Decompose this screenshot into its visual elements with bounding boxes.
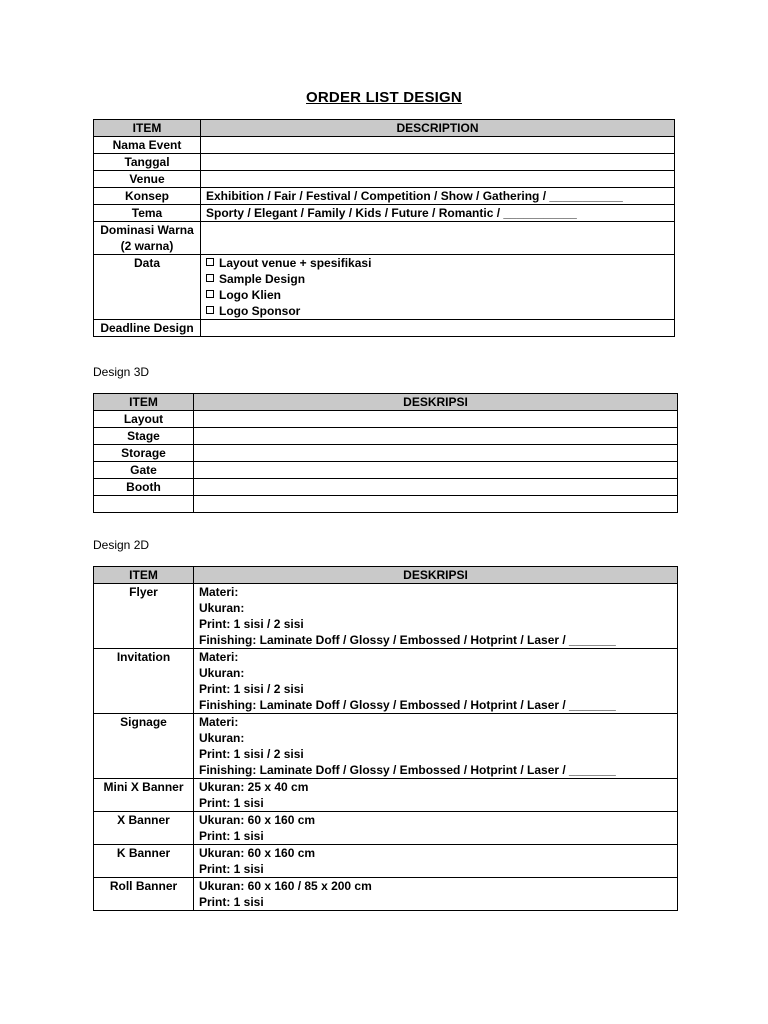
row-item-flyer: Flyer — [94, 584, 194, 649]
row-item-roll-banner: Roll Banner — [94, 878, 194, 911]
design-2d-table — [93, 566, 678, 911]
checklist-item[interactable] — [206, 255, 669, 271]
row-desc-booth[interactable] — [194, 479, 678, 496]
desc-line: Print: 1 sisi / 2 sisi — [199, 747, 304, 761]
row-item-tema: Tema — [94, 205, 201, 222]
row-desc-k-banner[interactable] — [194, 845, 678, 878]
table-row — [94, 137, 675, 154]
desc-line: Print: 1 sisi — [199, 862, 264, 876]
row-desc-flyer[interactable] — [194, 584, 678, 649]
table-row — [94, 649, 678, 714]
desc-line: Print: 1 sisi / 2 sisi — [199, 617, 304, 631]
row-desc-nama-event[interactable] — [201, 137, 675, 154]
row-item-k-banner: K Banner — [94, 845, 194, 878]
section-label-design-2d: Design 2D — [93, 538, 150, 552]
order-list-table — [93, 119, 675, 337]
table-header-item: ITEM — [94, 120, 201, 137]
row-item-x-banner: X Banner — [94, 812, 194, 845]
row-item-dominasi-warna-line2: (2 warna) — [120, 239, 174, 253]
table-row — [94, 584, 678, 649]
checklist-item[interactable] — [206, 287, 669, 303]
table-row — [94, 255, 675, 320]
design-3d-table — [93, 393, 678, 513]
row-item-booth: Booth — [94, 479, 194, 496]
row-item-konsep: Konsep — [94, 188, 201, 205]
desc-line: Ukuran: 60 x 160 cm — [199, 846, 316, 860]
table-header-deskripsi: DESKRIPSI — [194, 567, 678, 584]
desc-line: Materi: — [199, 650, 239, 664]
row-desc-empty[interactable] — [194, 496, 678, 513]
row-desc-gate[interactable] — [194, 462, 678, 479]
row-item-signage: Signage — [94, 714, 194, 779]
row-item-invitation: Invitation — [94, 649, 194, 714]
row-desc-signage[interactable] — [194, 714, 678, 779]
checklist-label: Sample Design — [219, 272, 306, 286]
table-row — [94, 714, 678, 779]
row-item-data: Data — [94, 255, 201, 320]
table-row — [94, 496, 678, 513]
desc-line: Finishing: Laminate Doff / Glossy / Embossed / Hotprint / Laser / _______ — [199, 633, 616, 647]
table-row — [94, 411, 678, 428]
desc-line: Finishing: Laminate Doff / Glossy / Embossed / Hotprint / Laser / _______ — [199, 763, 616, 777]
row-desc-venue[interactable] — [201, 171, 675, 188]
table-row — [94, 154, 675, 171]
row-desc-dominasi-warna[interactable] — [201, 222, 675, 255]
desc-line: Print: 1 sisi / 2 sisi — [199, 682, 304, 696]
checkbox-icon[interactable] — [206, 290, 214, 298]
checklist-label: Logo Klien — [219, 288, 281, 302]
row-item-tanggal: Tanggal — [94, 154, 201, 171]
table-row — [94, 812, 678, 845]
desc-line: Print: 1 sisi — [199, 895, 264, 909]
row-item-deadline-design: Deadline Design — [94, 320, 201, 337]
checkbox-icon[interactable] — [206, 274, 214, 282]
row-item-dominasi-warna-line1: Dominasi Warna — [100, 223, 194, 237]
row-desc-data — [201, 255, 675, 320]
row-desc-stage[interactable] — [194, 428, 678, 445]
table-row — [94, 445, 678, 462]
section-label-design-3d: Design 3D — [93, 365, 150, 379]
desc-line: Materi: — [199, 585, 239, 599]
desc-line: Print: 1 sisi — [199, 829, 264, 843]
desc-line: Print: 1 sisi — [199, 796, 264, 810]
page-title: ORDER LIST DESIGN — [306, 89, 462, 106]
checkbox-icon[interactable] — [206, 258, 214, 266]
row-item-nama-event: Nama Event — [94, 137, 201, 154]
row-item-venue: Venue — [94, 171, 201, 188]
row-item-storage: Storage — [94, 445, 194, 462]
table-row — [94, 188, 675, 205]
row-item-stage: Stage — [94, 428, 194, 445]
table-row — [94, 479, 678, 496]
row-desc-tanggal[interactable] — [201, 154, 675, 171]
table-row — [94, 428, 678, 445]
row-desc-mini-x-banner[interactable] — [194, 779, 678, 812]
table-row — [94, 205, 675, 222]
desc-line: Finishing: Laminate Doff / Glossy / Embossed / Hotprint / Laser / _______ — [199, 698, 616, 712]
row-item-empty — [94, 496, 194, 513]
row-desc-layout[interactable] — [194, 411, 678, 428]
desc-line: Ukuran: 60 x 160 cm — [199, 813, 316, 827]
row-desc-invitation[interactable] — [194, 649, 678, 714]
table-row — [94, 878, 678, 911]
row-desc-storage[interactable] — [194, 445, 678, 462]
row-item-gate: Gate — [94, 462, 194, 479]
desc-line: Ukuran: — [199, 666, 245, 680]
table-header-item: ITEM — [94, 567, 194, 584]
checklist-item[interactable] — [206, 271, 669, 287]
table-row — [94, 222, 675, 255]
table-header-description: DESCRIPTION — [201, 120, 675, 137]
row-item-mini-x-banner: Mini X Banner — [94, 779, 194, 812]
table-row — [94, 320, 675, 337]
table-row — [94, 845, 678, 878]
table-header-item: ITEM — [94, 394, 194, 411]
desc-line: Ukuran: 25 x 40 cm — [199, 780, 309, 794]
desc-line: Ukuran: 60 x 160 / 85 x 200 cm — [199, 879, 372, 893]
row-item-layout: Layout — [94, 411, 194, 428]
row-desc-roll-banner[interactable] — [194, 878, 678, 911]
row-item-dominasi-warna — [94, 222, 201, 255]
checklist-label: Layout venue + spesifikasi — [219, 256, 372, 270]
desc-line: Ukuran: — [199, 601, 245, 615]
checkbox-icon[interactable] — [206, 306, 214, 314]
row-desc-konsep[interactable]: Exhibition / Fair / Festival / Competition / Show / Gathering / ___________ — [201, 188, 675, 205]
table-row — [94, 462, 678, 479]
checklist-label: Logo Sponsor — [219, 304, 301, 318]
row-desc-tema[interactable]: Sporty / Elegant / Family / Kids / Future / Romantic / ___________ — [201, 205, 675, 222]
row-desc-deadline-design[interactable] — [201, 320, 675, 337]
desc-line: Ukuran: — [199, 731, 245, 745]
row-desc-x-banner[interactable] — [194, 812, 678, 845]
table-row — [94, 779, 678, 812]
table-row — [94, 171, 675, 188]
checklist-item[interactable] — [206, 303, 669, 319]
table-header-deskripsi: DESKRIPSI — [194, 394, 678, 411]
desc-line: Materi: — [199, 715, 239, 729]
